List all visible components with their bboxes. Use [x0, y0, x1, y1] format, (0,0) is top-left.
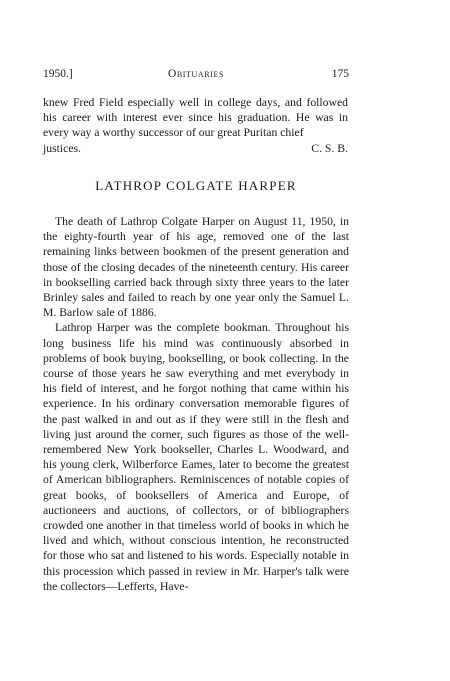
previous-obituary-text: knew Fred Field especially well in college days, and followed his career with interest ever since his graduation. He was in every way a worthy successor of our great Puritan chief: [43, 96, 348, 140]
signature-line: [43, 141, 348, 156]
obituary-paragraph: The death of Lathrop Colgate Harper on August 11, 1950, in the eighty-fourth year of his age, removed one of the last remaining links between bookmen of the present generation and those of the closing decades of the nineteenth century. His career in bookselling carried back through sixty three years to the later Brinley sales and failed to reach by one year only the Samuel L. M. Barlow sale of 1886.: [43, 215, 349, 320]
running-head-section-title: Obituaries: [167, 68, 225, 80]
author-initials: C. S. B.: [311, 141, 348, 155]
previous-obituary-continuation: [43, 95, 348, 156]
page-number: 175: [331, 68, 349, 80]
previous-obituary-last-word: justices.: [43, 141, 81, 155]
obituary-body: [43, 214, 349, 594]
obituary-paragraph: Lathrop Harper was the complete bookman. Throughout his long business life his mind was continuously absorbed in problems of book buying, bookselling, or book collecting. In the course of those years he saw everything and met everybody in his field of interest, and he forgot nothing that came within his experience. In his ordinary conversation memorable figures of the past walked in and out as if they were still in the flesh and living just around the corner, such figures as those of the well-remembered New York bookseller, Charles L. Woodward, and his young clerk, Wilberforce Eames, later to become the greatest of American bibliographers. Reminiscences of notable copies of great books, of booksellers of America and Europe, of auctioneers and auctions, of collectors, or of bibliographers crowded one another in that timeless world of books in which he lived and which, without conscious intention, he reconstructed for those who sat and listened to his words. Especially notable in this procession which passed in review in Mr. Harper's talk were the collectors—Lefferts, Have-: [43, 321, 349, 593]
obituary-heading: LATHROP COLGATE HARPER: [95, 178, 297, 193]
running-head-date: 1950.]: [43, 68, 73, 80]
running-head: [43, 68, 349, 82]
